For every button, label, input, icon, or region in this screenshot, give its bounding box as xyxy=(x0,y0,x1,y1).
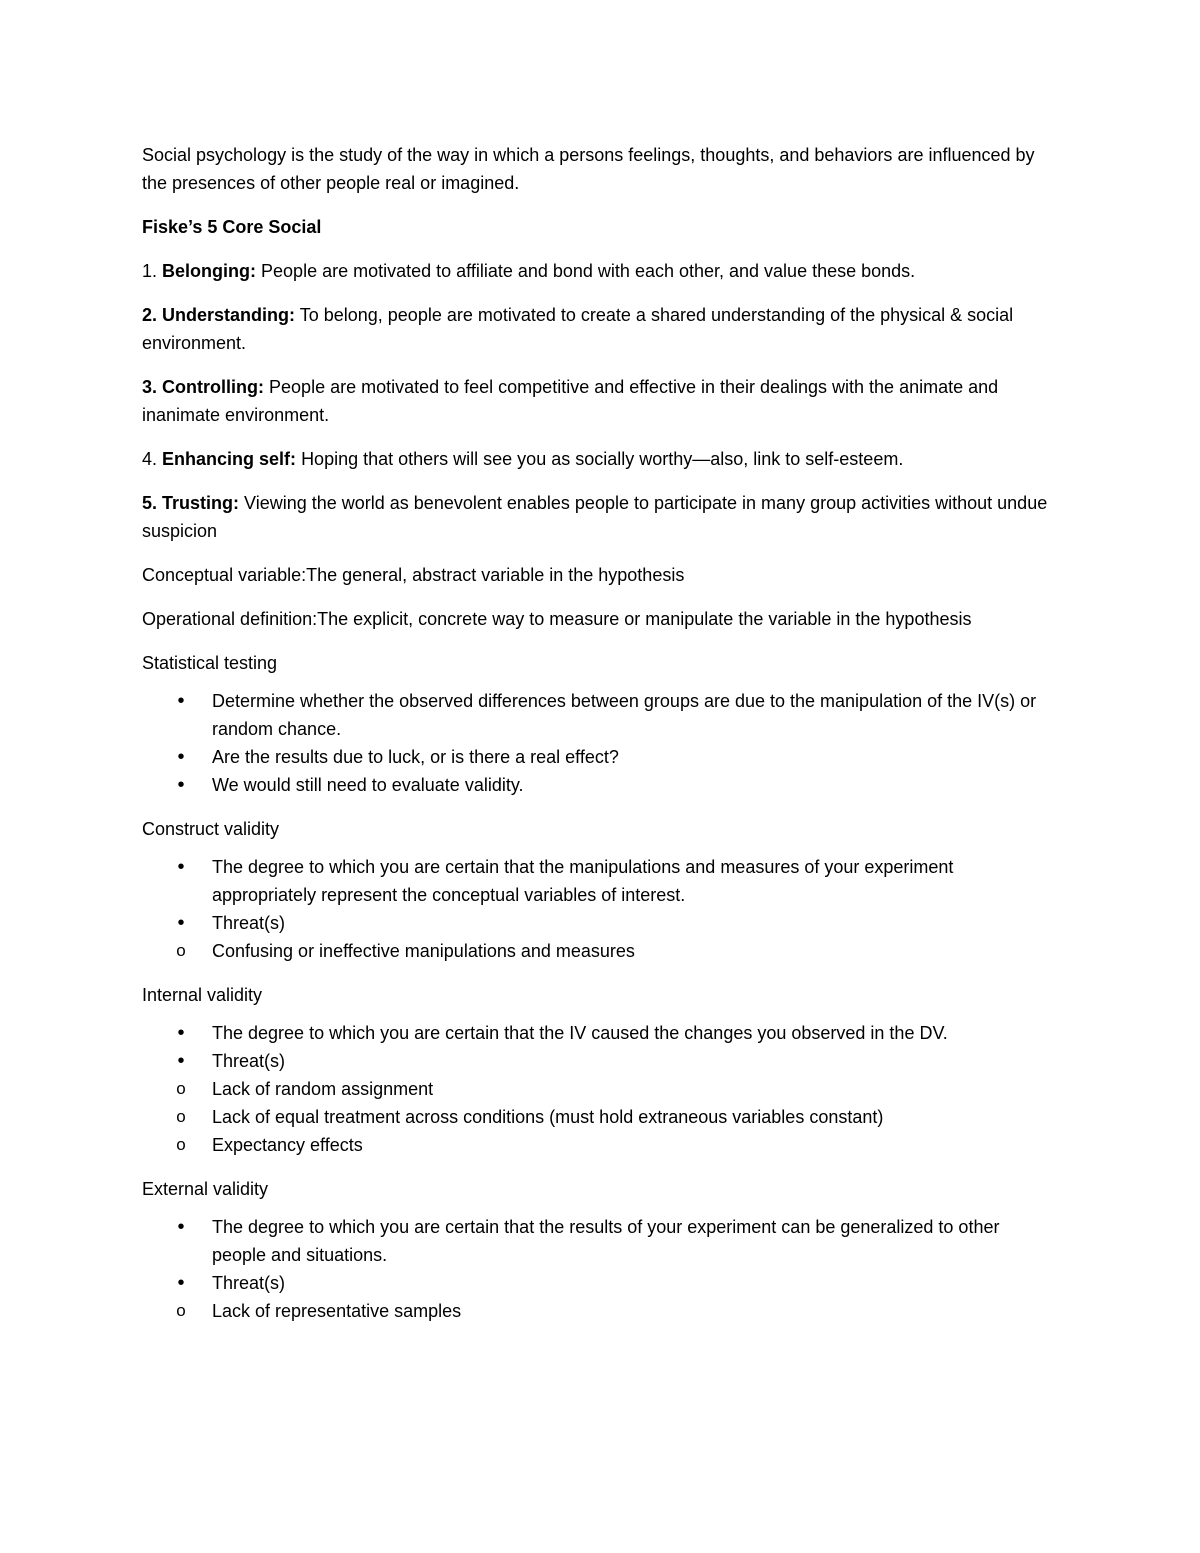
motive-text: Viewing the world as benevolent enables people to participate in many group activities without undue suspicion xyxy=(142,493,1048,541)
list-item-text: The degree to which you are certain that the manipulations and measures of your experiment appropriately represent the conceptual variables of interest. xyxy=(212,857,954,905)
list-item xyxy=(142,1269,1054,1297)
motive-text: Hoping that others will see you as socially worthy—also, link to self-esteem. xyxy=(301,449,904,469)
motive-enhancing-self xyxy=(142,445,1054,473)
statistical-testing-heading: Statistical testing xyxy=(142,653,278,673)
document-body xyxy=(142,141,1054,1341)
motive-term: Controlling: xyxy=(162,377,265,397)
motive-term: Trusting: xyxy=(162,493,240,513)
sub-bullet-marker: o xyxy=(176,1079,186,1098)
sub-bullet-marker: o xyxy=(176,1301,186,1320)
motive-understanding xyxy=(142,301,1054,357)
list-item-text: Threat(s) xyxy=(212,1273,286,1293)
definition-term: Operational definition: xyxy=(142,609,318,629)
motive-text: People are motivated to affiliate and bond with each other, and value these bonds. xyxy=(261,261,916,281)
bullet-marker: • xyxy=(177,746,185,768)
list-item-text: Expectancy effects xyxy=(212,1135,363,1155)
list-item-text: Lack of equal treatment across conditions (must hold extraneous variables constant) xyxy=(212,1107,884,1127)
motive-number: 4. xyxy=(142,449,158,469)
motive-text: People are motivated to feel competitive and effective in their dealings with the animate and inanimate environment. xyxy=(142,377,999,425)
internal-validity-heading: Internal validity xyxy=(142,985,263,1005)
list-item-text: We would still need to evaluate validity. xyxy=(212,775,524,795)
sub-list-item xyxy=(142,937,1054,965)
bullet-marker: • xyxy=(177,1022,185,1044)
motive-number: 5. xyxy=(142,493,158,513)
motive-number: 3. xyxy=(142,377,158,397)
sub-list-item xyxy=(142,1103,1054,1131)
list-item xyxy=(142,1019,1054,1047)
list-item-text: Confusing or ineffective manipulations and measures xyxy=(212,941,635,961)
intro-paragraph: Social psychology is the study of the way in which a persons feelings, thoughts, and behaviors are influenced by the presences of other people real or imagined. xyxy=(142,145,1035,193)
list-item-text: The degree to which you are certain that the results of your experiment can be generalized to other people and situations. xyxy=(212,1217,1000,1265)
bullet-marker: • xyxy=(177,774,185,796)
external-validity-list xyxy=(142,1213,1054,1325)
list-item-text: Lack of random assignment xyxy=(212,1079,434,1099)
list-item-text: Determine whether the observed differences between groups are due to the manipulation of the IV(s) or random chance. xyxy=(212,691,1037,739)
construct-validity-heading: Construct validity xyxy=(142,819,280,839)
sub-list-item xyxy=(142,1297,1054,1325)
motive-controlling xyxy=(142,373,1054,429)
operational-definition xyxy=(142,605,1054,633)
fiske-heading: Fiske’s 5 Core Social xyxy=(142,217,322,237)
list-item xyxy=(142,771,1054,799)
motive-number: 1. xyxy=(142,261,158,281)
definition-text: The general, abstract variable in the hypothesis xyxy=(306,565,685,585)
motive-trusting xyxy=(142,489,1054,545)
sub-bullet-marker: o xyxy=(176,941,186,960)
construct-validity-list xyxy=(142,853,1054,965)
sub-bullet-marker: o xyxy=(176,1135,186,1154)
definition-text: The explicit, concrete way to measure or manipulate the variable in the hypothesis xyxy=(317,609,972,629)
sub-list-item xyxy=(142,1131,1054,1159)
conceptual-variable-definition xyxy=(142,561,1054,589)
motive-number: 2. xyxy=(142,305,158,325)
list-item xyxy=(142,687,1054,743)
motive-text: To belong, people are motivated to create a shared understanding of the physical & social environment. xyxy=(142,305,1014,353)
list-item xyxy=(142,1047,1054,1075)
external-validity-heading: External validity xyxy=(142,1179,269,1199)
internal-validity-list xyxy=(142,1019,1054,1159)
motive-term: Belonging: xyxy=(162,261,257,281)
list-item xyxy=(142,909,1054,937)
list-item-text: Lack of representative samples xyxy=(212,1301,462,1321)
statistical-testing-list xyxy=(142,687,1054,799)
list-item-text: Threat(s) xyxy=(212,913,286,933)
sub-bullet-marker: o xyxy=(176,1107,186,1126)
list-item xyxy=(142,743,1054,771)
definition-term: Conceptual variable: xyxy=(142,565,307,585)
bullet-marker: • xyxy=(177,856,185,878)
list-item-text: Threat(s) xyxy=(212,1051,286,1071)
bullet-marker: • xyxy=(177,1216,185,1238)
list-item xyxy=(142,1213,1054,1269)
motive-term: Enhancing self: xyxy=(162,449,297,469)
bullet-marker: • xyxy=(177,690,185,712)
list-item-text: The degree to which you are certain that the IV caused the changes you observed in the DV. xyxy=(212,1023,948,1043)
list-item-text: Are the results due to luck, or is there a real effect? xyxy=(212,747,619,767)
bullet-marker: • xyxy=(177,1272,185,1294)
bullet-marker: • xyxy=(177,1050,185,1072)
list-item xyxy=(142,853,1054,909)
motive-belonging xyxy=(142,257,1054,285)
motive-term: Understanding: xyxy=(162,305,296,325)
bullet-marker: • xyxy=(177,912,185,934)
sub-list-item xyxy=(142,1075,1054,1103)
